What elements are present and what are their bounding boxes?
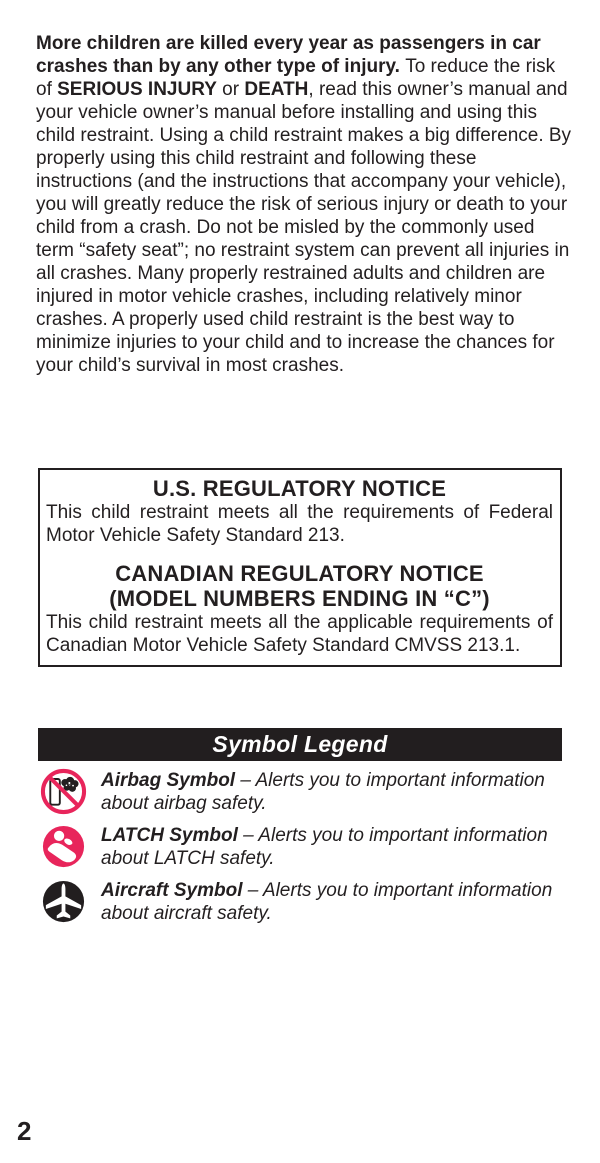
canadian-regulatory-title: CANADIAN REGULATORY NOTICE	[115, 561, 484, 586]
legend-item-text	[101, 823, 559, 870]
canadian-regulatory-subtitle: (MODEL NUMBERS ENDING IN “C”)	[109, 586, 490, 611]
airbag-prohibition-icon	[40, 768, 87, 815]
legend-item-description: – Alerts you to important information about LATCH safety.	[101, 825, 548, 869]
us-regulatory-title: U.S. REGULATORY NOTICE	[152, 476, 447, 501]
intro-seg3: , read this owner’s manual and your vehicle owner’s manual before installing and using this child restraint. Using a child restraint makes a big difference. By properly using this child restraint and following these instructions (and the instructions that accompany your vehicle), you will greatly reduce the risk of serious injury or death to your child from a crash. Do not be misled by the commonly used term “safety seat”; no restraint system can prevent all injuries in all crashes. Many properly restrained adults and children are injured in motor vehicle crashes, including relatively minor crashes. A properly used child restraint is the best way to minimize injuries to your child and to increase the chances for your child’s survival in most crashes.	[36, 79, 572, 376]
regulatory-notice-box	[38, 468, 562, 667]
intro-paragraph	[36, 32, 574, 377]
legend-item-aircraft	[38, 878, 562, 925]
legend-item-description: – Alerts you to important information about airbag safety.	[101, 770, 545, 814]
latch-icon	[40, 823, 87, 870]
legend-item-text	[101, 768, 559, 815]
page-number: 2	[17, 1116, 32, 1146]
intro-bold-lead: More children are killed every year as passengers in car crashes than by any other type of injury.	[36, 33, 541, 77]
aircraft-icon	[40, 878, 87, 925]
intro-bold-death: DEATH	[244, 79, 309, 100]
symbol-legend-list	[38, 768, 562, 933]
legend-item-airbag	[38, 768, 562, 815]
legend-item-name: Aircraft Symbol	[101, 880, 243, 901]
legend-item-name: Airbag Symbol	[101, 770, 236, 791]
canadian-regulatory-body: This child restraint meets all the applicable requirements of Canadian Motor Vehicle Safety Standard CMVSS 213.1.	[46, 612, 553, 656]
legend-item-text	[101, 878, 559, 925]
legend-item-description: – Alerts you to important information about aircraft safety.	[101, 880, 553, 924]
intro-bold-serious-injury: SERIOUS INJURY	[57, 79, 217, 100]
symbol-legend-title: Symbol Legend	[212, 731, 388, 757]
us-regulatory-body: This child restraint meets all the requirements of Federal Motor Vehicle Safety Standard 213.	[46, 502, 553, 546]
intro-seg1: To reduce the risk of	[36, 56, 556, 100]
legend-item-name: LATCH Symbol	[101, 825, 238, 846]
legend-item-latch	[38, 823, 562, 870]
symbol-legend-header	[38, 728, 562, 761]
intro-seg2: or	[216, 79, 245, 100]
